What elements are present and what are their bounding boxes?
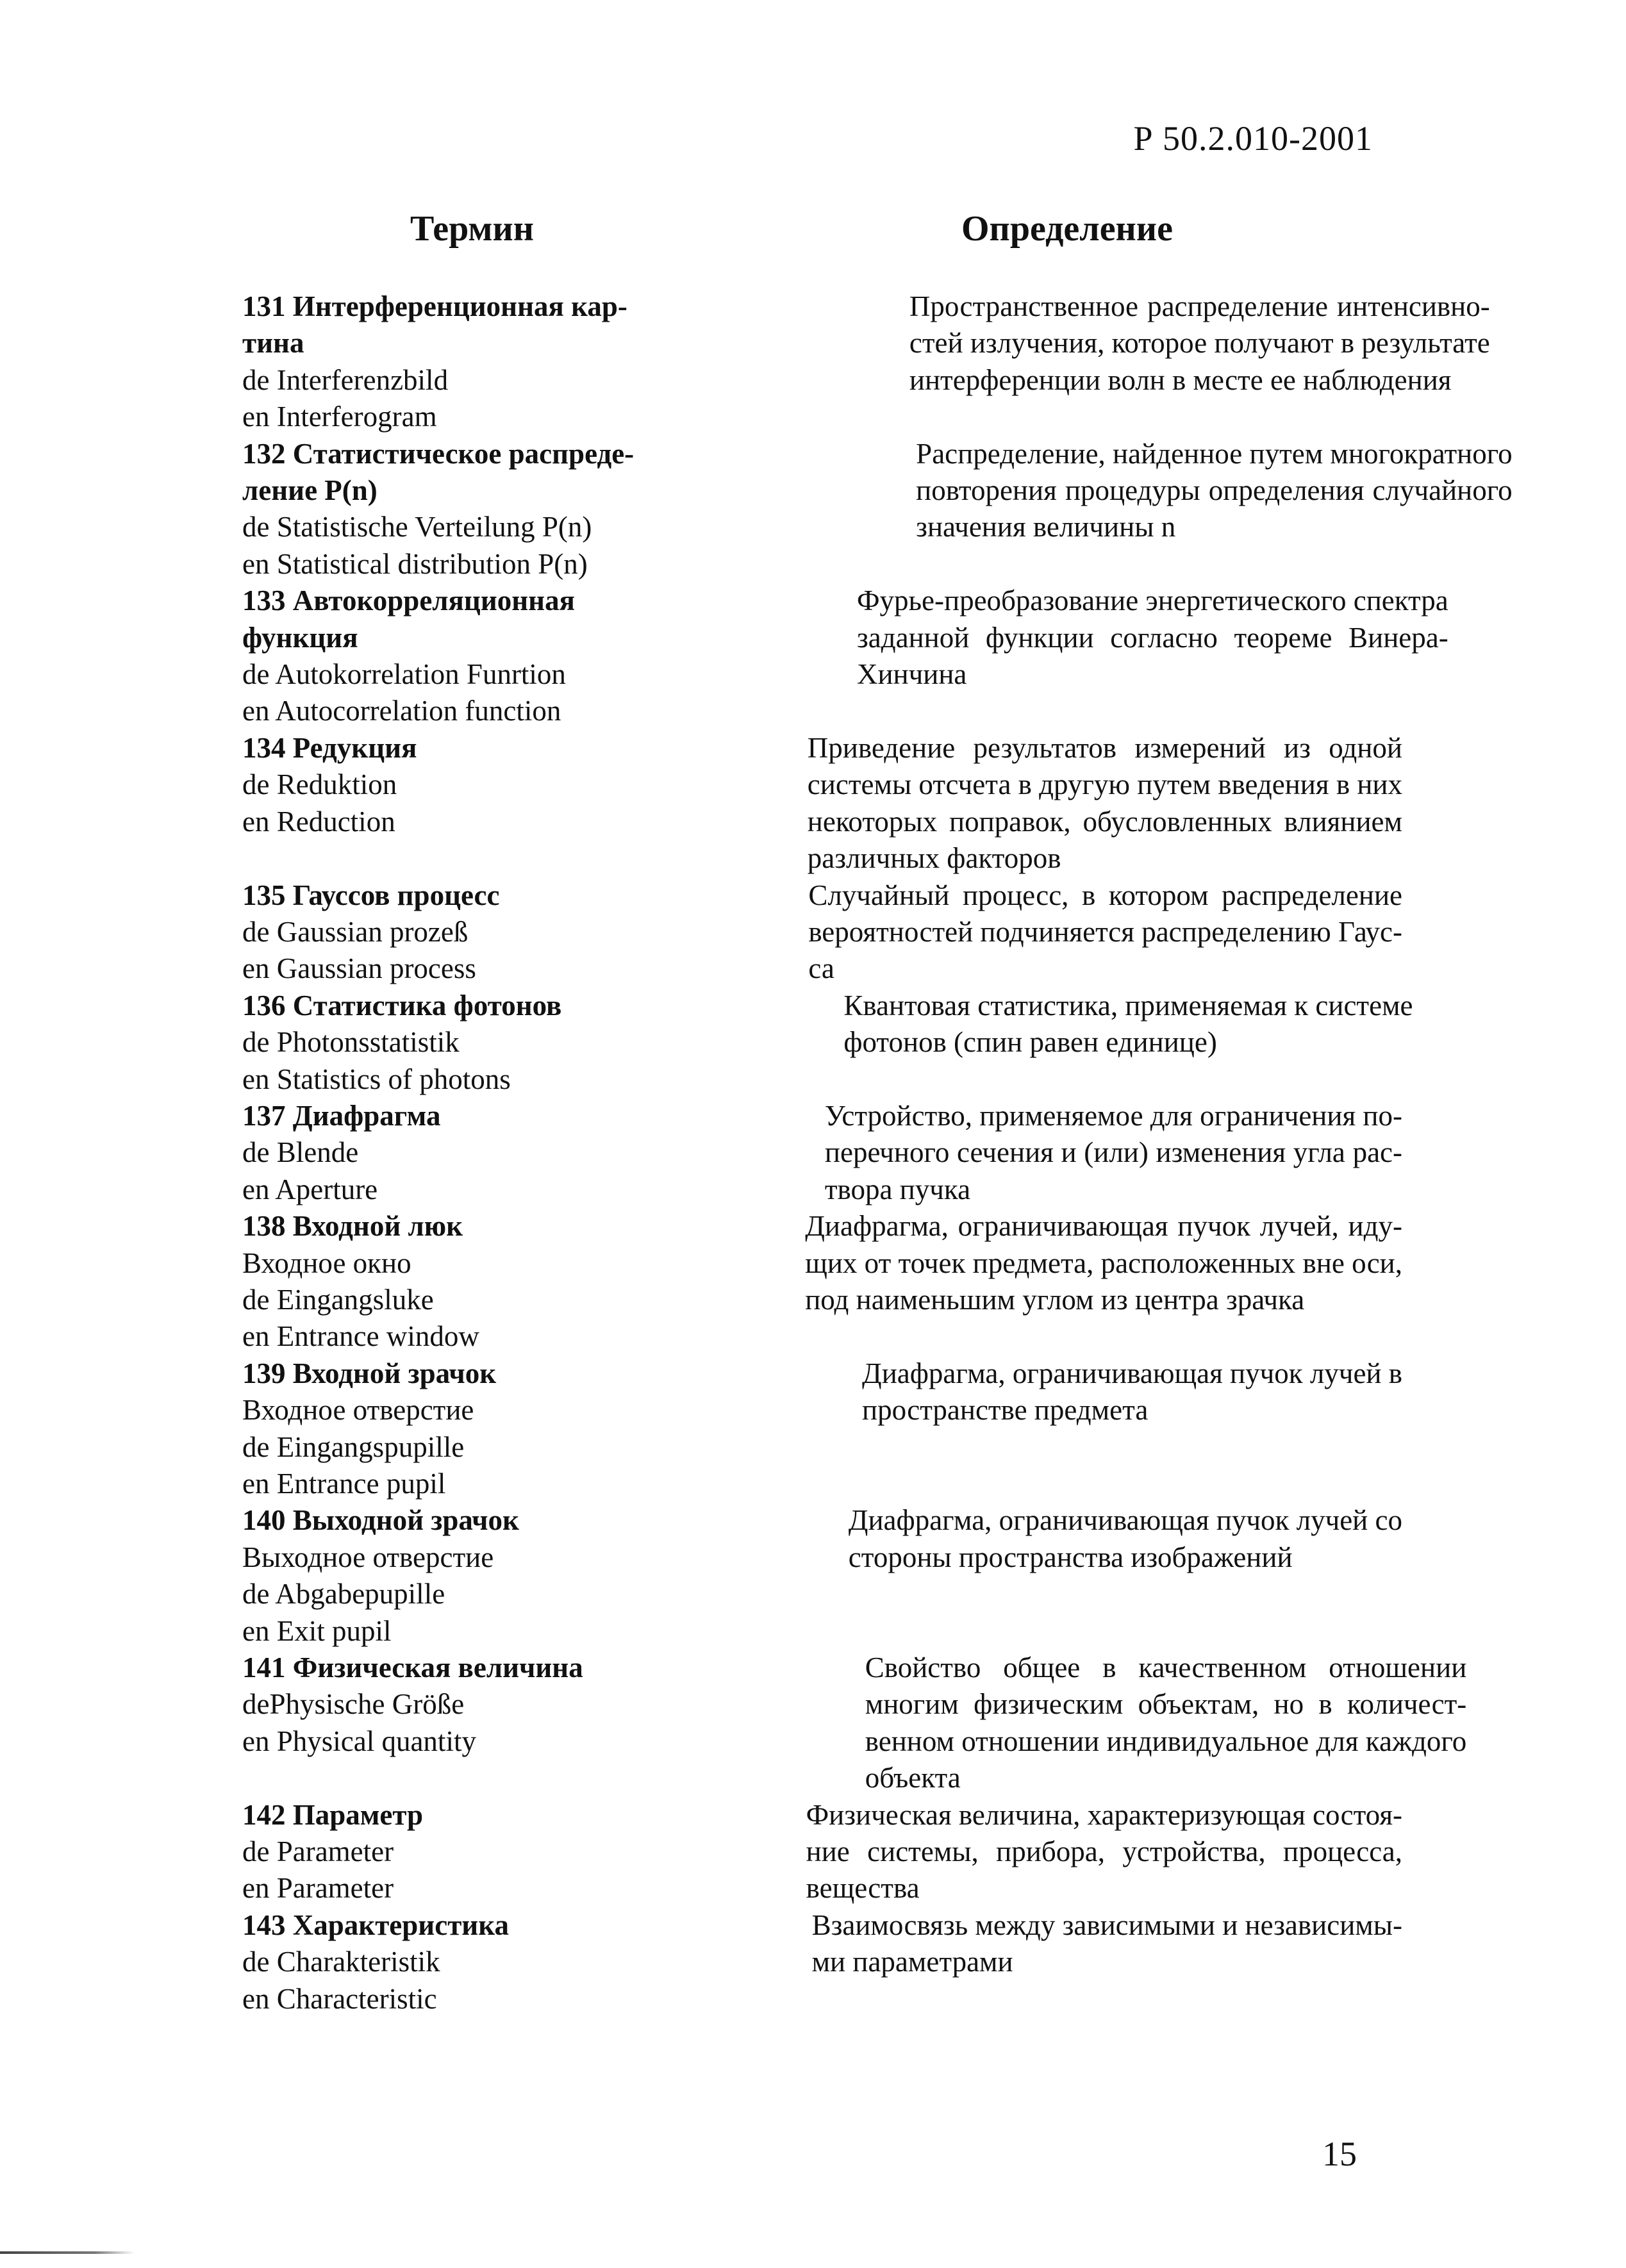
definition-cell — [857, 583, 1448, 730]
term-title-line: 139 Входной зрачок — [242, 1357, 497, 1389]
term-title-line: 133 Автокорреляционная — [242, 584, 575, 617]
definition-line: заданной функции согласно теореме Винера- — [856, 621, 1448, 654]
definition-cell — [916, 436, 1512, 583]
definition-line: ние системы, прибора, устройства, процесса, — [806, 1835, 1402, 1868]
term-title-line: 131 Интерференционная кар- — [242, 290, 627, 322]
definition-cell — [805, 1208, 1402, 1355]
term-title-line: 132 Статистическое распреде- — [242, 437, 635, 470]
definition-line: различных факторов — [807, 842, 1061, 875]
term-cell — [242, 877, 526, 988]
glossary-entry — [242, 436, 1513, 583]
glossary-entry — [242, 1650, 1467, 1797]
term-translation-line: en Characteristic — [242, 1982, 437, 2015]
definition-line: Диафрагма, ограничивающая пучок лучей, иду- — [805, 1210, 1402, 1243]
term-cell — [242, 730, 526, 877]
definition-line: Взаимосвязь между зависимыми и независимы- — [811, 1908, 1402, 1941]
definition-line: Хинчина — [856, 658, 967, 691]
term-title-line: 136 Статистика фотонов — [242, 989, 562, 1022]
glossary-entry — [242, 1797, 1402, 1907]
definition-line: стей излучения, которое получают в результате — [909, 327, 1490, 360]
term-title-line: 140 Выходной зрачок — [242, 1504, 519, 1537]
term-title-line: 142 Параметр — [242, 1798, 424, 1831]
definition-line: Случайный процесс, в котором распределение — [808, 879, 1402, 911]
glossary-entry — [242, 988, 1413, 1098]
definition-line: интерференции волн в месте ее наблюдения — [909, 363, 1452, 396]
glossary-entry — [242, 1502, 1402, 1650]
term-title-line: ление P(n) — [242, 474, 377, 507]
term-translation-line: en Interferogram — [242, 401, 437, 433]
term-translation-line: de Statistische Verteilung P(n) — [242, 511, 592, 543]
term-cell — [242, 1502, 567, 1650]
term-title-line: 143 Характеристика — [242, 1908, 509, 1941]
term-translation-line: en Entrance pupil — [242, 1468, 446, 1500]
definition-line: Диафрагма, ограничивающая пучок лучей в — [862, 1357, 1402, 1389]
definition-line: повторения процедуры определения случайного — [916, 474, 1513, 507]
term-cell — [242, 583, 575, 730]
column-header-definition: Определение — [961, 209, 1173, 249]
term-translation-line: de Interferenzbild — [242, 363, 449, 396]
term-translation-line: en Statistical distribution P(n) — [242, 547, 588, 580]
scan-edge-mark — [0, 2251, 135, 2254]
definition-line: стороны пространства изображений — [848, 1541, 1293, 1573]
definition-line: Распределение, найденное путем многократного — [916, 437, 1513, 470]
definition-cell — [843, 988, 1413, 1098]
definition-cell — [808, 730, 1402, 877]
term-translation-line: de Eingangsluke — [242, 1283, 434, 1316]
definition-line: фотонов (спин равен единице) — [843, 1026, 1217, 1059]
glossary-entry — [242, 877, 1402, 988]
term-translation-line: de Parameter — [242, 1835, 394, 1868]
term-translation-line: Входное окно — [242, 1246, 411, 1279]
definition-line: Фурье-преобразование энергетического спектра — [856, 584, 1448, 617]
term-title-line: 141 Физическая величина — [242, 1651, 583, 1684]
term-title-line: тина — [242, 327, 304, 360]
glossary-entry — [242, 1208, 1402, 1355]
definition-line: Пространственное распределение интенсивно- — [909, 290, 1490, 322]
term-translation-line: en Entrance window — [242, 1320, 479, 1353]
term-translation-line: de Reduktion — [242, 768, 397, 801]
term-title-line: 138 Входной люк — [242, 1210, 463, 1243]
definition-line: Диафрагма, ограничивающая пучок лучей со — [848, 1504, 1402, 1537]
definition-line: вероятностей подчиняется распределению Гаус- — [808, 915, 1402, 948]
definition-line: Устройство, применяемое для ограничения по- — [824, 1099, 1402, 1132]
term-cell — [242, 436, 634, 583]
term-title-line: 134 Редукция — [242, 731, 417, 764]
term-translation-line: en Reduction — [242, 805, 395, 838]
glossary-entry — [242, 583, 1448, 730]
term-translation-line: en Gaussian process — [242, 952, 476, 985]
term-translation-line: en Exit pupil — [242, 1614, 392, 1647]
definition-line: Квантовая статистика, применяемая к системе — [843, 989, 1413, 1022]
glossary-entries — [242, 288, 1513, 2017]
term-cell — [242, 1098, 543, 1208]
definition-line: Физическая величина, характеризующая состоя- — [806, 1798, 1402, 1831]
term-translation-line: en Statistics of photons — [242, 1063, 511, 1095]
definition-cell — [808, 877, 1402, 988]
term-title-line: функция — [242, 621, 358, 654]
definition-line: твора пучка — [824, 1173, 971, 1205]
definition-line: вещества — [806, 1872, 920, 1905]
term-cell — [242, 988, 561, 1098]
definition-line: щих от точек предмета, расположенных вне оси, — [805, 1246, 1402, 1279]
definition-line: ми параметрами — [811, 1946, 1013, 1978]
definition-cell — [849, 1502, 1402, 1650]
term-translation-line: en Aperture — [242, 1173, 378, 1205]
term-title-line: 137 Диафрагма — [242, 1099, 441, 1132]
term-translation-line: de Eingangspupille — [242, 1430, 465, 1463]
document-code: Р 50.2.010-2001 — [1133, 119, 1373, 158]
glossary-entry — [242, 1907, 1402, 2017]
definition-cell — [865, 1650, 1467, 1797]
definition-line: Приведение результатов измерений из одной — [807, 731, 1402, 764]
glossary-entry — [242, 1355, 1402, 1503]
column-header-term: Термин — [410, 209, 535, 249]
term-translation-line: dePhysische Größe — [242, 1688, 465, 1721]
term-translation-line: de Blende — [242, 1136, 359, 1169]
term-cell — [242, 1797, 524, 1907]
definition-line: са — [808, 952, 834, 985]
term-translation-line: en Parameter — [242, 1872, 394, 1905]
definition-cell — [825, 1098, 1402, 1208]
definition-line: некоторых поправок, обусловленных влиянием — [807, 805, 1402, 838]
term-translation-line: de Autokorrelation Funrtion — [242, 658, 566, 691]
term-cell — [242, 1650, 583, 1797]
term-translation-line: en Autocorrelation function — [242, 695, 561, 727]
definition-line: значения величины n — [916, 511, 1176, 543]
definition-line: под наименьшим углом из центра зрачка — [805, 1283, 1305, 1316]
term-translation-line: en Physical quantity — [242, 1725, 476, 1757]
term-title-line: 135 Гауссов процесс — [242, 879, 500, 911]
definition-line: объекта — [865, 1762, 961, 1794]
term-translation-line: de Gaussian prozeß — [242, 915, 469, 948]
term-translation-line: Выходное отверстие — [242, 1541, 494, 1573]
term-cell — [242, 1355, 580, 1503]
term-cell — [242, 1208, 523, 1355]
definition-cell — [862, 1355, 1402, 1503]
definition-line: многим физическим объектам, но в количест- — [865, 1688, 1467, 1721]
term-translation-line: de Photonsstatistik — [242, 1026, 460, 1059]
term-translation-line: de Abgabepupille — [242, 1578, 445, 1610]
glossary-entry — [242, 288, 1490, 436]
glossary-entry — [242, 730, 1402, 877]
definition-line: Свойство общее в качественном отношении — [865, 1651, 1467, 1684]
definition-cell — [806, 1797, 1402, 1907]
definition-line: пространстве предмета — [862, 1394, 1149, 1427]
definition-line: перечного сечения и (или) изменения угла рас- — [824, 1136, 1402, 1169]
glossary-entry — [242, 1098, 1402, 1208]
definition-cell — [909, 288, 1490, 436]
definition-cell — [812, 1907, 1402, 2017]
term-cell — [242, 1907, 530, 2017]
definition-line: системы отсчета в другую путем введения в них — [807, 768, 1402, 801]
page-number: 15 — [1322, 2135, 1357, 2173]
definition-line: венном отношении индивидуальное для каждого — [865, 1725, 1467, 1757]
term-translation-line: de Charakteristik — [242, 1946, 440, 1978]
term-cell — [242, 288, 627, 436]
term-translation-line: Входное отверстие — [242, 1394, 474, 1427]
